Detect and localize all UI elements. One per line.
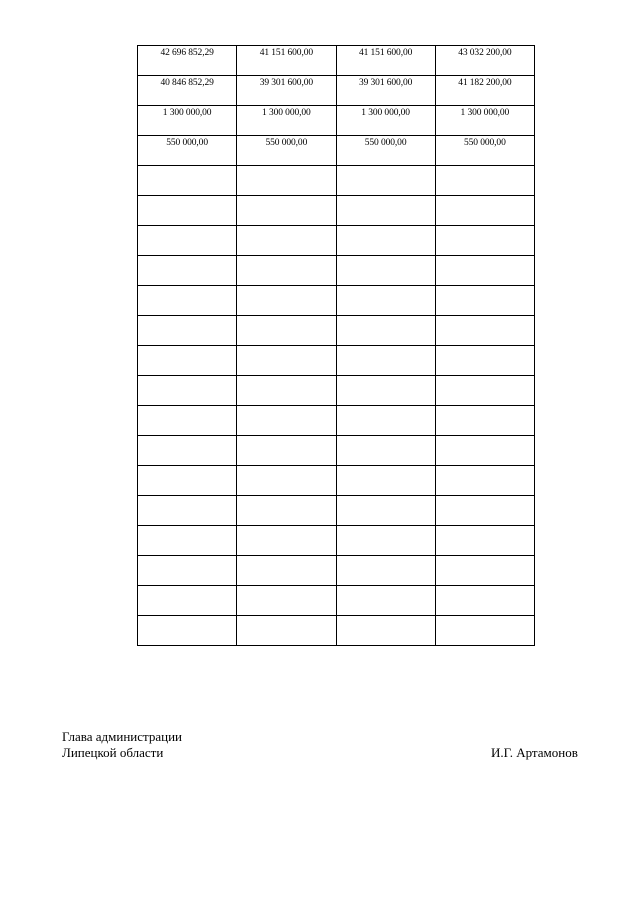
table-row [138, 556, 535, 586]
table-cell [138, 586, 237, 616]
table-cell [336, 376, 435, 406]
table-cell [138, 526, 237, 556]
table-cell [237, 376, 336, 406]
signer-position-line2: Липецкой области [62, 745, 164, 760]
table-cell [336, 256, 435, 286]
table-cell [435, 256, 534, 286]
table-cell-value: 1 300 000,00 [162, 108, 212, 118]
table-cell [237, 106, 336, 136]
table-cell-value [237, 376, 335, 379]
table-cell [435, 616, 534, 646]
table-cell-value [138, 526, 236, 529]
table-cell-value [436, 436, 534, 439]
table-cell-value [337, 166, 435, 169]
table-cell-value [237, 346, 335, 349]
table-cell [237, 466, 336, 496]
table-row [138, 466, 535, 496]
table-cell [138, 616, 237, 646]
table-cell [435, 226, 534, 256]
table-row [138, 316, 535, 346]
table-cell [237, 556, 336, 586]
table-cell [237, 226, 336, 256]
table-cell-value [237, 316, 335, 319]
table-cell [435, 436, 534, 466]
table-cell-value: 39 301 600,00 [358, 78, 413, 88]
table-cell-value [337, 286, 435, 289]
table-cell [336, 196, 435, 226]
table-cell [435, 526, 534, 556]
table-cell [336, 466, 435, 496]
signature-block [62, 729, 182, 761]
table-cell-value [436, 316, 534, 319]
table-cell [336, 76, 435, 106]
table-row [138, 196, 535, 226]
table-cell-value [237, 226, 335, 229]
table-row [138, 76, 535, 106]
table-cell-value [237, 436, 335, 439]
table-cell-value [138, 286, 236, 289]
signer-position-line1: Глава администрации [62, 729, 183, 744]
table-cell [336, 346, 435, 376]
table-cell-value [337, 376, 435, 379]
table-cell [138, 496, 237, 526]
table-cell-value [138, 226, 236, 229]
table-cell [435, 76, 534, 106]
table-cell [336, 586, 435, 616]
table-cell-value [436, 286, 534, 289]
table-row [138, 256, 535, 286]
table-row [138, 586, 535, 616]
table-cell [138, 196, 237, 226]
table-cell-value [237, 286, 335, 289]
table-cell [138, 136, 237, 166]
table-cell-value: 39 301 600,00 [259, 78, 314, 88]
table-cell [138, 226, 237, 256]
table-cell-value [237, 256, 335, 259]
table-cell [138, 106, 237, 136]
table-cell-value [337, 616, 435, 619]
table-cell [237, 76, 336, 106]
table-cell [138, 346, 237, 376]
table-cell-value [138, 496, 236, 499]
table-row [138, 106, 535, 136]
table-row [138, 226, 535, 256]
signer-name: И.Г. Артамонов [491, 745, 578, 760]
table-cell-value [138, 436, 236, 439]
table-cell [237, 196, 336, 226]
table-cell [138, 466, 237, 496]
table-cell-value [436, 376, 534, 379]
table-cell [435, 376, 534, 406]
table-cell-value: 550 000,00 [265, 138, 308, 148]
table-cell [435, 346, 534, 376]
table-cell [237, 586, 336, 616]
table-cell [435, 46, 534, 76]
table-cell-value [237, 586, 335, 589]
table-cell [138, 256, 237, 286]
table-cell [336, 286, 435, 316]
table-row [138, 616, 535, 646]
table-cell-value [138, 556, 236, 559]
table-cell [138, 76, 237, 106]
table-row [138, 376, 535, 406]
table-cell-value [337, 436, 435, 439]
table-cell [138, 556, 237, 586]
table-cell [336, 226, 435, 256]
table-cell [138, 286, 237, 316]
table-cell [237, 616, 336, 646]
budget-table-body [138, 46, 535, 646]
table-cell [237, 346, 336, 376]
table-row [138, 46, 535, 76]
table-cell-value [337, 316, 435, 319]
table-cell [237, 406, 336, 436]
table-row [138, 436, 535, 466]
table-cell-value [436, 586, 534, 589]
table-cell-value: 40 846 852,29 [160, 78, 214, 88]
table-cell [336, 316, 435, 346]
table-cell-value [436, 196, 534, 199]
table-cell-value: 41 151 600,00 [358, 48, 413, 58]
table-cell-value [337, 346, 435, 349]
table-row [138, 496, 535, 526]
table-cell-value [337, 586, 435, 589]
table-cell [435, 196, 534, 226]
table-cell [237, 526, 336, 556]
table-row [138, 286, 535, 316]
table-cell-value [138, 376, 236, 379]
table-cell-value [337, 406, 435, 409]
table-cell [435, 406, 534, 436]
table-cell-value: 550 000,00 [364, 138, 407, 148]
table-cell-value [138, 586, 236, 589]
table-cell-value: 1 300 000,00 [361, 108, 410, 118]
table-cell [336, 136, 435, 166]
table-cell [138, 316, 237, 346]
table-cell-value [237, 166, 335, 169]
table-cell [336, 106, 435, 136]
table-cell-value [237, 556, 335, 559]
table-cell [237, 166, 336, 196]
table-row [138, 136, 535, 166]
table-cell [435, 136, 534, 166]
table-cell [435, 586, 534, 616]
table-cell [435, 316, 534, 346]
table-cell-value [237, 196, 335, 199]
table-cell-value [436, 616, 534, 619]
table-cell [336, 496, 435, 526]
table-cell [138, 376, 237, 406]
table-cell [336, 406, 435, 436]
table-cell [435, 556, 534, 586]
table-cell-value: 550 000,00 [166, 138, 208, 148]
table-cell [435, 466, 534, 496]
table-cell-value [337, 556, 435, 559]
table-cell-value: 550 000,00 [463, 138, 506, 148]
table-cell-value [138, 256, 236, 259]
table-cell-value [337, 226, 435, 229]
table-cell-value [337, 256, 435, 259]
table-row [138, 166, 535, 196]
table-cell [138, 166, 237, 196]
table-cell [237, 256, 336, 286]
table-cell [336, 166, 435, 196]
table-cell [237, 316, 336, 346]
table-cell-value [337, 466, 435, 469]
table-cell-value [436, 166, 534, 169]
table-cell [336, 616, 435, 646]
table-cell-value [436, 496, 534, 499]
table-cell-value: 43 032 200,00 [458, 48, 512, 58]
table-cell-value [237, 496, 335, 499]
table-cell [336, 436, 435, 466]
table-cell-value [436, 346, 534, 349]
table-cell-value [237, 406, 335, 409]
table-cell-value [138, 166, 236, 169]
table-cell-value: 1 300 000,00 [262, 108, 311, 118]
table-cell-value [337, 526, 435, 529]
table-cell-value [436, 256, 534, 259]
table-cell-value [337, 196, 435, 199]
table-cell-value: 1 300 000,00 [460, 108, 510, 118]
table-cell-value: 41 182 200,00 [458, 78, 512, 88]
table-cell [336, 556, 435, 586]
table-cell-value [237, 466, 335, 469]
table-cell [237, 46, 336, 76]
table-cell-value [138, 346, 236, 349]
table-cell [138, 406, 237, 436]
table-cell-value [138, 196, 236, 199]
table-cell-value [436, 466, 534, 469]
budget-table [137, 45, 535, 646]
table-cell [237, 286, 336, 316]
table-cell [336, 526, 435, 556]
table-cell-value: 41 151 600,00 [259, 48, 314, 58]
table-cell-value [138, 616, 236, 619]
table-cell [435, 286, 534, 316]
table-cell [138, 436, 237, 466]
table-cell-value [337, 496, 435, 499]
table-cell-value [138, 406, 236, 409]
table-cell-value [436, 556, 534, 559]
table-cell [435, 166, 534, 196]
table-cell-value: 42 696 852,29 [160, 48, 214, 58]
table-cell [435, 496, 534, 526]
table-cell-value [138, 466, 236, 469]
table-cell-value [436, 226, 534, 229]
table-row [138, 526, 535, 556]
table-row [138, 406, 535, 436]
table-cell-value [237, 526, 335, 529]
table-cell [336, 46, 435, 76]
table-cell-value [237, 616, 335, 619]
table-row [138, 346, 535, 376]
table-cell-value [138, 316, 236, 319]
table-cell [138, 46, 237, 76]
table-cell [237, 436, 336, 466]
table-cell [435, 106, 534, 136]
table-cell [237, 496, 336, 526]
table-cell [237, 136, 336, 166]
table-cell-value [436, 526, 534, 529]
table-cell-value [436, 406, 534, 409]
